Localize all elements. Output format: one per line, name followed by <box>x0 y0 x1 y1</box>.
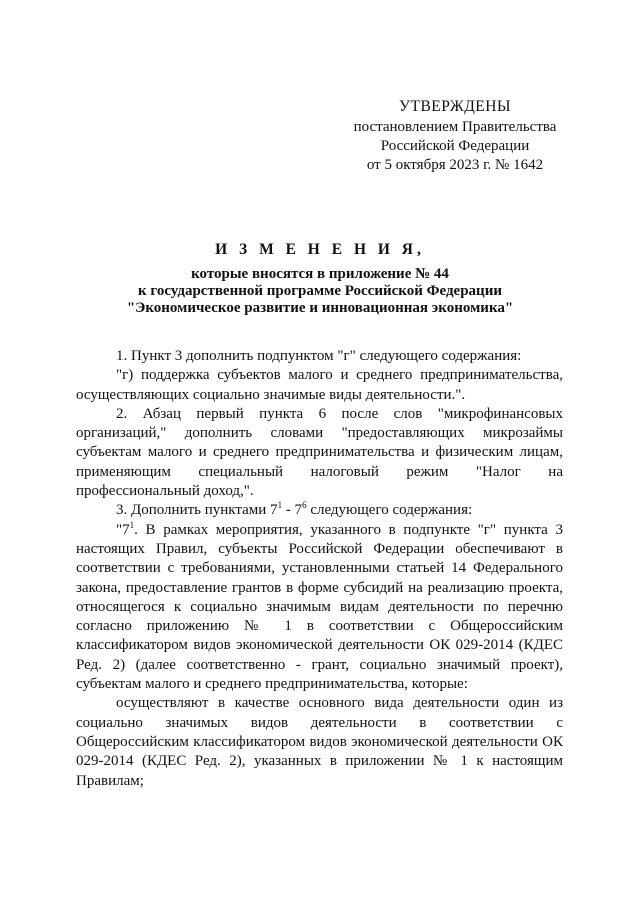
paragraph-1: 1. Пункт 3 дополнить подпунктом "г" следующего содержания: <box>116 348 522 364</box>
approval-line-2: Российской Федерации <box>380 138 530 154</box>
paragraph-5 <box>76 521 563 695</box>
paragraph-6: осуществляют в качестве основного вида деятельности один из социально значимых видов деятельности в соответствии с Общероссийским классификатором видов экономической деятельности ОК 029-2014 (КДЕС Ред. 2), указанных в приложении № 1 к настоящим Правилам; <box>76 695 563 789</box>
approval-line-1: постановлением Правительства <box>353 119 557 135</box>
p4-superscript-1: 1 <box>277 500 283 511</box>
document-title <box>70 241 570 317</box>
title-line-3: "Экономическое развитие и инновационная экономика" <box>126 300 514 316</box>
paragraph-4 <box>76 501 563 520</box>
p4-suffix: следующего содержания: <box>306 502 473 519</box>
p5-text: . В рамках мероприятия, указанного в подпункте "г" пункта 3 настоящих Правил, субъекты Российской Федерации обеспечивают в соответствии с требованиями, установленными статьей 14 Федерального закона, предоставление грантов в форме субсидий на реализацию проекта, относящегося к социально значимым видам деятельности по перечню согласно приложению № 1 в соответствии с Общероссийским классификатором видов экономической деятельности ОК 029-2014 (КДЕС Ред. 2) (далее соответственно - грант, социально значимый проект), субъектам малого и среднего предпринимательства, которые: <box>76 521 563 693</box>
paragraph-3: 2. Абзац первый пункта 6 после слов "микрофинансовых организаций," дополнить словами "предоставляющих микрозаймы субъектам малого и среднего предпринимательства и физическим лицам, применяющим специальный налоговый режим "Налог на профессиональный доход,". <box>76 405 563 500</box>
p5-superscript: 1 <box>129 519 135 530</box>
approval-block <box>330 97 580 175</box>
approval-line-3: от 5 октября 2023 г. № 1642 <box>366 157 544 173</box>
title-line-2: к государственной программе Российской Федерации <box>138 283 502 299</box>
p5-prefix: "7 <box>116 521 130 538</box>
paragraph-2: "г) поддержка субъектов малого и среднего предпринимательства, осуществляющих социально значимые виды деятельности.". <box>76 367 563 403</box>
p4-mid: - 7 <box>282 502 303 519</box>
document-body <box>76 347 563 791</box>
title-main: И З М Е Н Е Н И Я, <box>215 241 425 258</box>
title-line-1: которые вносятся в приложение № 44 <box>191 266 449 282</box>
p4-superscript-2: 6 <box>302 500 307 511</box>
approval-heading: УТВЕРЖДЕНЫ <box>399 98 511 115</box>
p4-prefix: 3. Дополнить пунктами 7 <box>116 502 278 519</box>
